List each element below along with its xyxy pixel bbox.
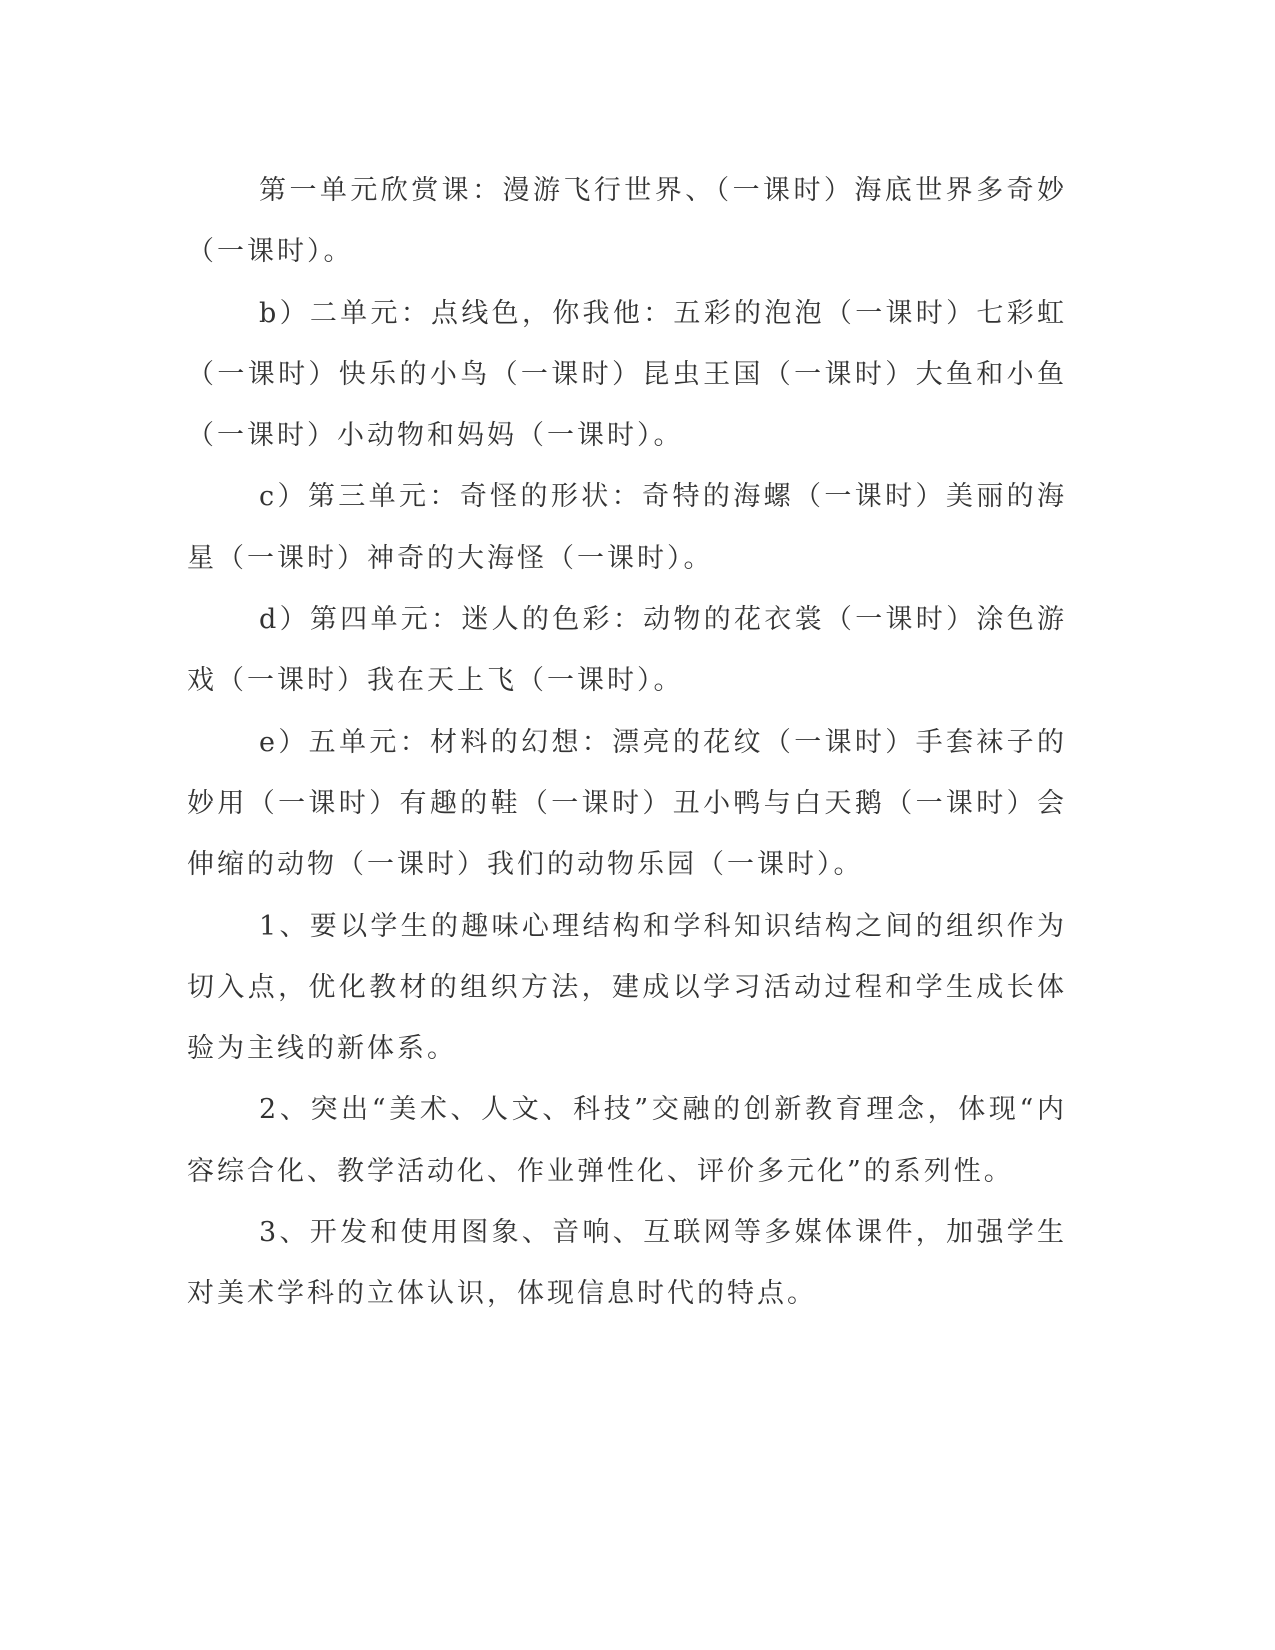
paragraph-point-3: 3、开发和使用图象、音响、互联网等多媒体课件，加强学生对美术学科的立体认识，体现信息时代的特点。 bbox=[187, 1217, 1067, 1310]
paragraph-unit-1: 第一单元欣赏课：漫游飞行世界、（一课时）海底世界多奇妙（一课时）。 bbox=[187, 175, 1067, 268]
paragraph-unit-2: b）二单元：点线色，你我他：五彩的泡泡（一课时）七彩虹（一课时）快乐的小鸟（一课时）昆虫王国（一课时）大鱼和小鱼（一课时）小动物和妈妈（一课时）。 bbox=[187, 297, 1067, 452]
paragraph-unit-5: e）五单元：材料的幻想：漂亮的花纹（一课时）手套袜子的妙用（一课时）有趣的鞋（一课时）丑小鸭与白天鹅（一课时）会伸缩的动物（一课时）我们的动物乐园（一课时）。 bbox=[187, 726, 1067, 881]
paragraph-unit-3: c）第三单元：奇怪的形状：奇特的海螺（一课时）美丽的海星（一课时）神奇的大海怪（一课时）。 bbox=[187, 481, 1067, 574]
paragraph-point-1: 1、要以学生的趣味心理结构和学科知识结构之间的组织作为切入点，优化教材的组织方法，建成以学习活动过程和学生成长体验为主线的新体系。 bbox=[187, 910, 1067, 1065]
document-body bbox=[187, 160, 1067, 1325]
paragraph-unit-4: d）第四单元：迷人的色彩：动物的花衣裳（一课时）涂色游戏（一课时）我在天上飞（一课时）。 bbox=[187, 604, 1067, 697]
paragraph-point-2: 2、突出“美术、人文、科技”交融的创新教育理念，体现“内容综合化、教学活动化、作业弹性化、评价多元化”的系列性。 bbox=[187, 1094, 1067, 1187]
